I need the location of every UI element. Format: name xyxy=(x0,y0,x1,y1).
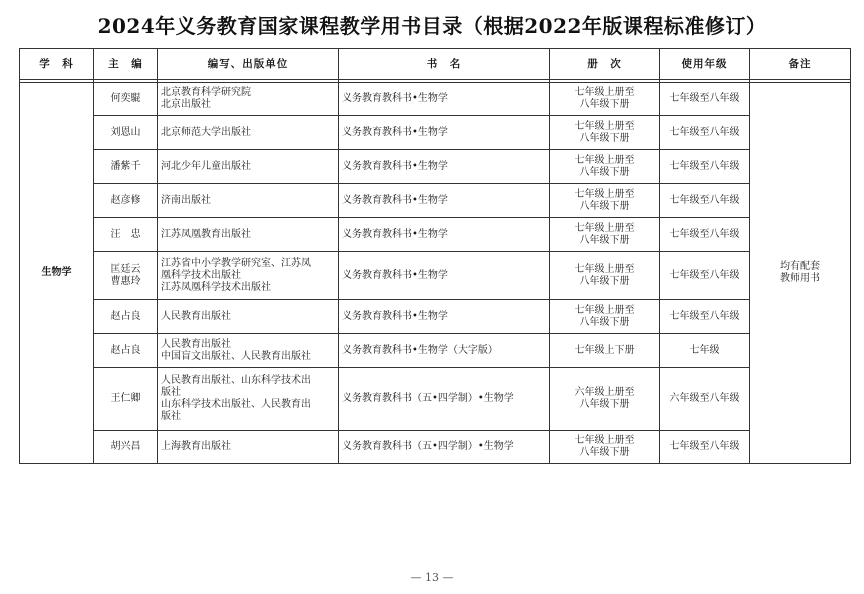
volume-cell: 七年级上册至 八年级下册 xyxy=(550,184,660,218)
book-cell: 义务教育教科书•生物学 xyxy=(339,300,550,334)
header-row xyxy=(20,49,851,80)
book-cell: 义务教育教科书•生物学 xyxy=(339,218,550,252)
volume-cell: 七年级上册至 八年级下册 xyxy=(550,116,660,150)
page-number: — 13 — xyxy=(410,571,454,584)
publisher-cell: 济南出版社 xyxy=(158,184,339,218)
volume-cell: 六年级上册至 八年级下册 xyxy=(550,368,660,431)
editor-cell: 赵占良 xyxy=(94,334,158,368)
header-publisher: 编写、出版单位 xyxy=(158,49,339,80)
volume-cell: 七年级上册至 八年级下册 xyxy=(550,150,660,184)
grade-cell: 七年级至八年级 xyxy=(660,116,750,150)
grade-cell: 七年级至八年级 xyxy=(660,300,750,334)
editor-cell: 匡廷云 曹惠玲 xyxy=(94,252,158,300)
book-cell: 义务教育教科书•生物学 xyxy=(339,116,550,150)
publisher-cell: 江苏省中小学教学研究室、江苏凤 凰科学技术出版社 江苏凤凰科学技术出版社 xyxy=(158,252,339,300)
publisher-cell: 北京师范大学出版社 xyxy=(158,116,339,150)
grade-cell: 六年级至八年级 xyxy=(660,368,750,431)
publisher-cell: 北京教育科学研究院 北京出版社 xyxy=(158,83,339,116)
editor-cell: 赵彦修 xyxy=(94,184,158,218)
textbook-catalog-table xyxy=(19,48,851,464)
table-row xyxy=(20,252,851,300)
note-cell: 均有配套 教师用书 xyxy=(750,83,851,464)
book-cell: 义务教育教科书•生物学 xyxy=(339,150,550,184)
document-title: 2024年义务教育国家课程教学用书目录（根据2022年版课程标准修订） xyxy=(97,14,767,38)
publisher-cell: 河北少年儿童出版社 xyxy=(158,150,339,184)
header-note: 备注 xyxy=(750,49,851,80)
table-row xyxy=(20,184,851,218)
publisher-cell: 人民教育出版社 中国盲文出版社、人民教育出版社 xyxy=(158,334,339,368)
editor-cell: 刘恩山 xyxy=(94,116,158,150)
table-row xyxy=(20,334,851,368)
grade-cell: 七年级 xyxy=(660,334,750,368)
editor-cell: 胡兴昌 xyxy=(94,431,158,464)
volume-cell: 七年级上册至 八年级下册 xyxy=(550,431,660,464)
grade-cell: 七年级至八年级 xyxy=(660,83,750,116)
editor-cell: 何奕騉 xyxy=(94,83,158,116)
header-volume: 册 次 xyxy=(550,49,660,80)
publisher-cell: 江苏凤凰教育出版社 xyxy=(158,218,339,252)
header-editor: 主 编 xyxy=(94,49,158,80)
publisher-cell: 人民教育出版社 xyxy=(158,300,339,334)
book-cell: 义务教育教科书•生物学 xyxy=(339,252,550,300)
book-cell: 义务教育教科书•生物学 xyxy=(339,184,550,218)
volume-cell: 七年级上册至 八年级下册 xyxy=(550,83,660,116)
book-cell: 义务教育教科书（五•四学制）•生物学 xyxy=(339,368,550,431)
header-book: 书 名 xyxy=(339,49,550,80)
grade-cell: 七年级至八年级 xyxy=(660,184,750,218)
publisher-cell: 人民教育出版社、山东科学技术出 版社 山东科学技术出版社、人民教育出 版社 xyxy=(158,368,339,431)
editor-cell: 潘紫千 xyxy=(94,150,158,184)
publisher-cell: 上海教育出版社 xyxy=(158,431,339,464)
table-row xyxy=(20,150,851,184)
table-row xyxy=(20,300,851,334)
volume-cell: 七年级上册至 八年级下册 xyxy=(550,252,660,300)
grade-cell: 七年级至八年级 xyxy=(660,150,750,184)
editor-cell: 王仁卿 xyxy=(94,368,158,431)
table-row xyxy=(20,83,851,116)
grade-cell: 七年级至八年级 xyxy=(660,431,750,464)
book-cell: 义务教育教科书•生物学（大字版） xyxy=(339,334,550,368)
header-subject: 学 科 xyxy=(20,49,94,80)
header-grade: 使用年级 xyxy=(660,49,750,80)
book-cell: 义务教育教科书•生物学 xyxy=(339,83,550,116)
editor-cell: 汪 忠 xyxy=(94,218,158,252)
volume-cell: 七年级上册至 八年级下册 xyxy=(550,300,660,334)
editor-cell: 赵占良 xyxy=(94,300,158,334)
volume-cell: 七年级上册至 八年级下册 xyxy=(550,218,660,252)
grade-cell: 七年级至八年级 xyxy=(660,252,750,300)
volume-cell: 七年级上下册 xyxy=(550,334,660,368)
table-row xyxy=(20,116,851,150)
table-row xyxy=(20,431,851,464)
subject-cell: 生物学 xyxy=(20,83,94,464)
grade-cell: 七年级至八年级 xyxy=(660,218,750,252)
book-cell: 义务教育教科书（五•四学制）•生物学 xyxy=(339,431,550,464)
table-row xyxy=(20,368,851,431)
table-row xyxy=(20,218,851,252)
